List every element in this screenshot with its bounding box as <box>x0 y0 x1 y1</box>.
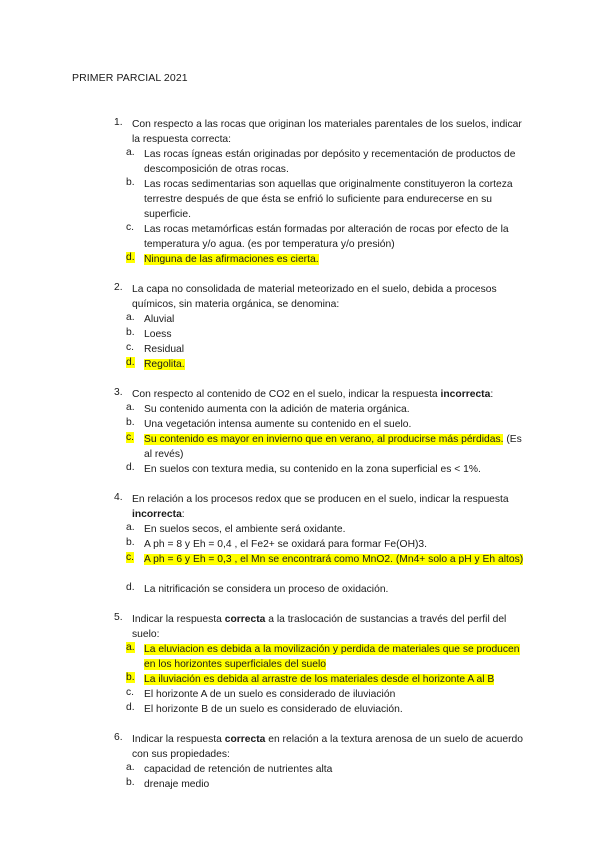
option-text: Loess <box>144 329 172 340</box>
option-5d <box>0 702 600 717</box>
option-letter: d. <box>126 702 135 713</box>
option-letter: a. <box>126 642 135 653</box>
option-text-highlighted: Ninguna de las afirmaciones es cierta. <box>144 254 319 265</box>
option-4b <box>0 537 600 552</box>
option-2b <box>0 327 600 342</box>
option-letter: a. <box>126 762 135 773</box>
option-5a <box>0 642 600 672</box>
option-1b <box>0 177 600 222</box>
option-letter: a. <box>126 312 135 323</box>
option-letter: b. <box>126 672 135 683</box>
option-2d <box>0 357 600 372</box>
option-letter: c. <box>126 552 135 563</box>
question-number: 5. <box>114 612 123 623</box>
option-letter: b. <box>126 777 135 788</box>
option-3c <box>0 432 600 462</box>
option-text: A ph = 8 y Eh = 0,4 , el Fe2+ se oxidará para formar Fe(OH)3. <box>144 539 428 550</box>
option-letter: d. <box>126 462 135 473</box>
question-number: 3. <box>114 387 123 398</box>
option-letter: d. <box>126 582 135 593</box>
question-text: La capa no consolidada de material meteorizado en el suelo, debida a procesos químicos, sin materia orgánica, se denomina: <box>132 284 497 310</box>
option-5b <box>0 672 600 687</box>
option-1a <box>0 147 600 177</box>
option-letter: a. <box>126 402 135 413</box>
question-number: 2. <box>114 282 123 293</box>
option-letter: a. <box>126 522 135 533</box>
option-text: La nitrificación se considera un proceso de oxidación. <box>144 584 389 595</box>
option-letter: d. <box>126 357 135 368</box>
option-text: Su contenido aumenta con la adición de materia orgánica. <box>144 404 410 415</box>
option-letter: c. <box>126 432 135 443</box>
option-text: Residual <box>144 344 185 355</box>
option-letter: b. <box>126 177 135 188</box>
question-number: 4. <box>114 492 123 503</box>
option-text: Aluvial <box>144 314 175 325</box>
option-1c <box>0 222 600 252</box>
option-letter: d. <box>126 252 135 263</box>
option-1d <box>0 252 600 267</box>
option-text: Las rocas metamórficas están formadas por alteración de rocas por efecto de la temperatura y/o agua. (es por temperatura y/o presión) <box>144 224 509 250</box>
question-text: Indicar la respuesta correcta en relación a la textura arenosa de un suelo de acuerdo con sus propiedades: <box>132 734 523 760</box>
option-text-highlighted: La eluviacion es debida a la movilización y perdida de materiales que se producen en los horizontes superficiales del suelo <box>144 644 520 670</box>
option-letter: c. <box>126 342 135 353</box>
option-letter: c. <box>126 222 135 233</box>
option-letter: a. <box>126 147 135 158</box>
option-text: Las rocas sedimentarias son aquellas que originalmente constituyeron la corteza terrestre después de que ésta se enfrió lo suficiente para endurecerse en su superficie. <box>144 179 513 220</box>
option-text-highlighted: Su contenido es mayor en invierno que en verano, al producirse más pérdidas. <box>144 434 504 445</box>
question-number: 1. <box>114 117 123 128</box>
option-text-highlighted: Regolita. <box>144 359 185 370</box>
option-letter: b. <box>126 327 135 338</box>
option-letter: b. <box>126 417 135 428</box>
option-4d <box>0 582 600 597</box>
option-2c <box>0 342 600 357</box>
question-text: Con respecto al contenido de CO2 en el suelo, indicar la respuesta incorrecta: <box>132 389 494 400</box>
option-text-highlighted: A ph = 6 y Eh = 0,3 , el Mn se encontrará como MnO2. (Mn4+ solo a pH y Eh altos) <box>144 554 524 565</box>
question-text: En relación a los procesos redox que se producen en el suelo, indicar la respuesta incorrecta: <box>132 494 509 520</box>
option-text: El horizonte B de un suelo es considerado de eluviación. <box>144 704 403 715</box>
option-3d <box>0 462 600 477</box>
option-3a <box>0 402 600 417</box>
option-text: Una vegetación intensa aumente su contenido en el suelo. <box>144 419 412 430</box>
document-title: PRIMER PARCIAL 2021 <box>72 72 188 84</box>
question-text: Indicar la respuesta correcta a la traslocación de sustancias a través del perfil del suelo: <box>132 614 507 640</box>
option-letter: b. <box>126 537 135 548</box>
option-6a <box>0 762 600 777</box>
option-3b <box>0 417 600 432</box>
option-4c <box>0 552 600 582</box>
option-text: capacidad de retención de nutrientes alta <box>144 764 333 775</box>
option-2a <box>0 312 600 327</box>
option-5c <box>0 687 600 702</box>
question-number: 6. <box>114 732 123 743</box>
option-text: El horizonte A de un suelo es considerado de iluviación <box>144 689 396 700</box>
question-text: Con respecto a las rocas que originan los materiales parentales de los suelos, indicar la respuesta correcta: <box>132 119 522 145</box>
option-text: Las rocas ígneas están originadas por depósito y recementación de productos de descomposición de otras rocas. <box>144 149 516 175</box>
option-6b <box>0 777 600 792</box>
option-text: En suelos secos, el ambiente será oxidante. <box>144 524 346 535</box>
option-text: Su contenido es mayor en invierno que en verano, al producirse más pérdidas. (Es al revés) <box>144 434 522 460</box>
option-text-highlighted: La iluviación es debida al arrastre de los materiales desde el horizonte A al B <box>144 674 495 685</box>
option-4a <box>0 522 600 537</box>
option-text: En suelos con textura media, su contenido en la zona superficial es < 1%. <box>144 464 481 475</box>
option-text: drenaje medio <box>144 779 210 790</box>
option-letter: c. <box>126 687 135 698</box>
